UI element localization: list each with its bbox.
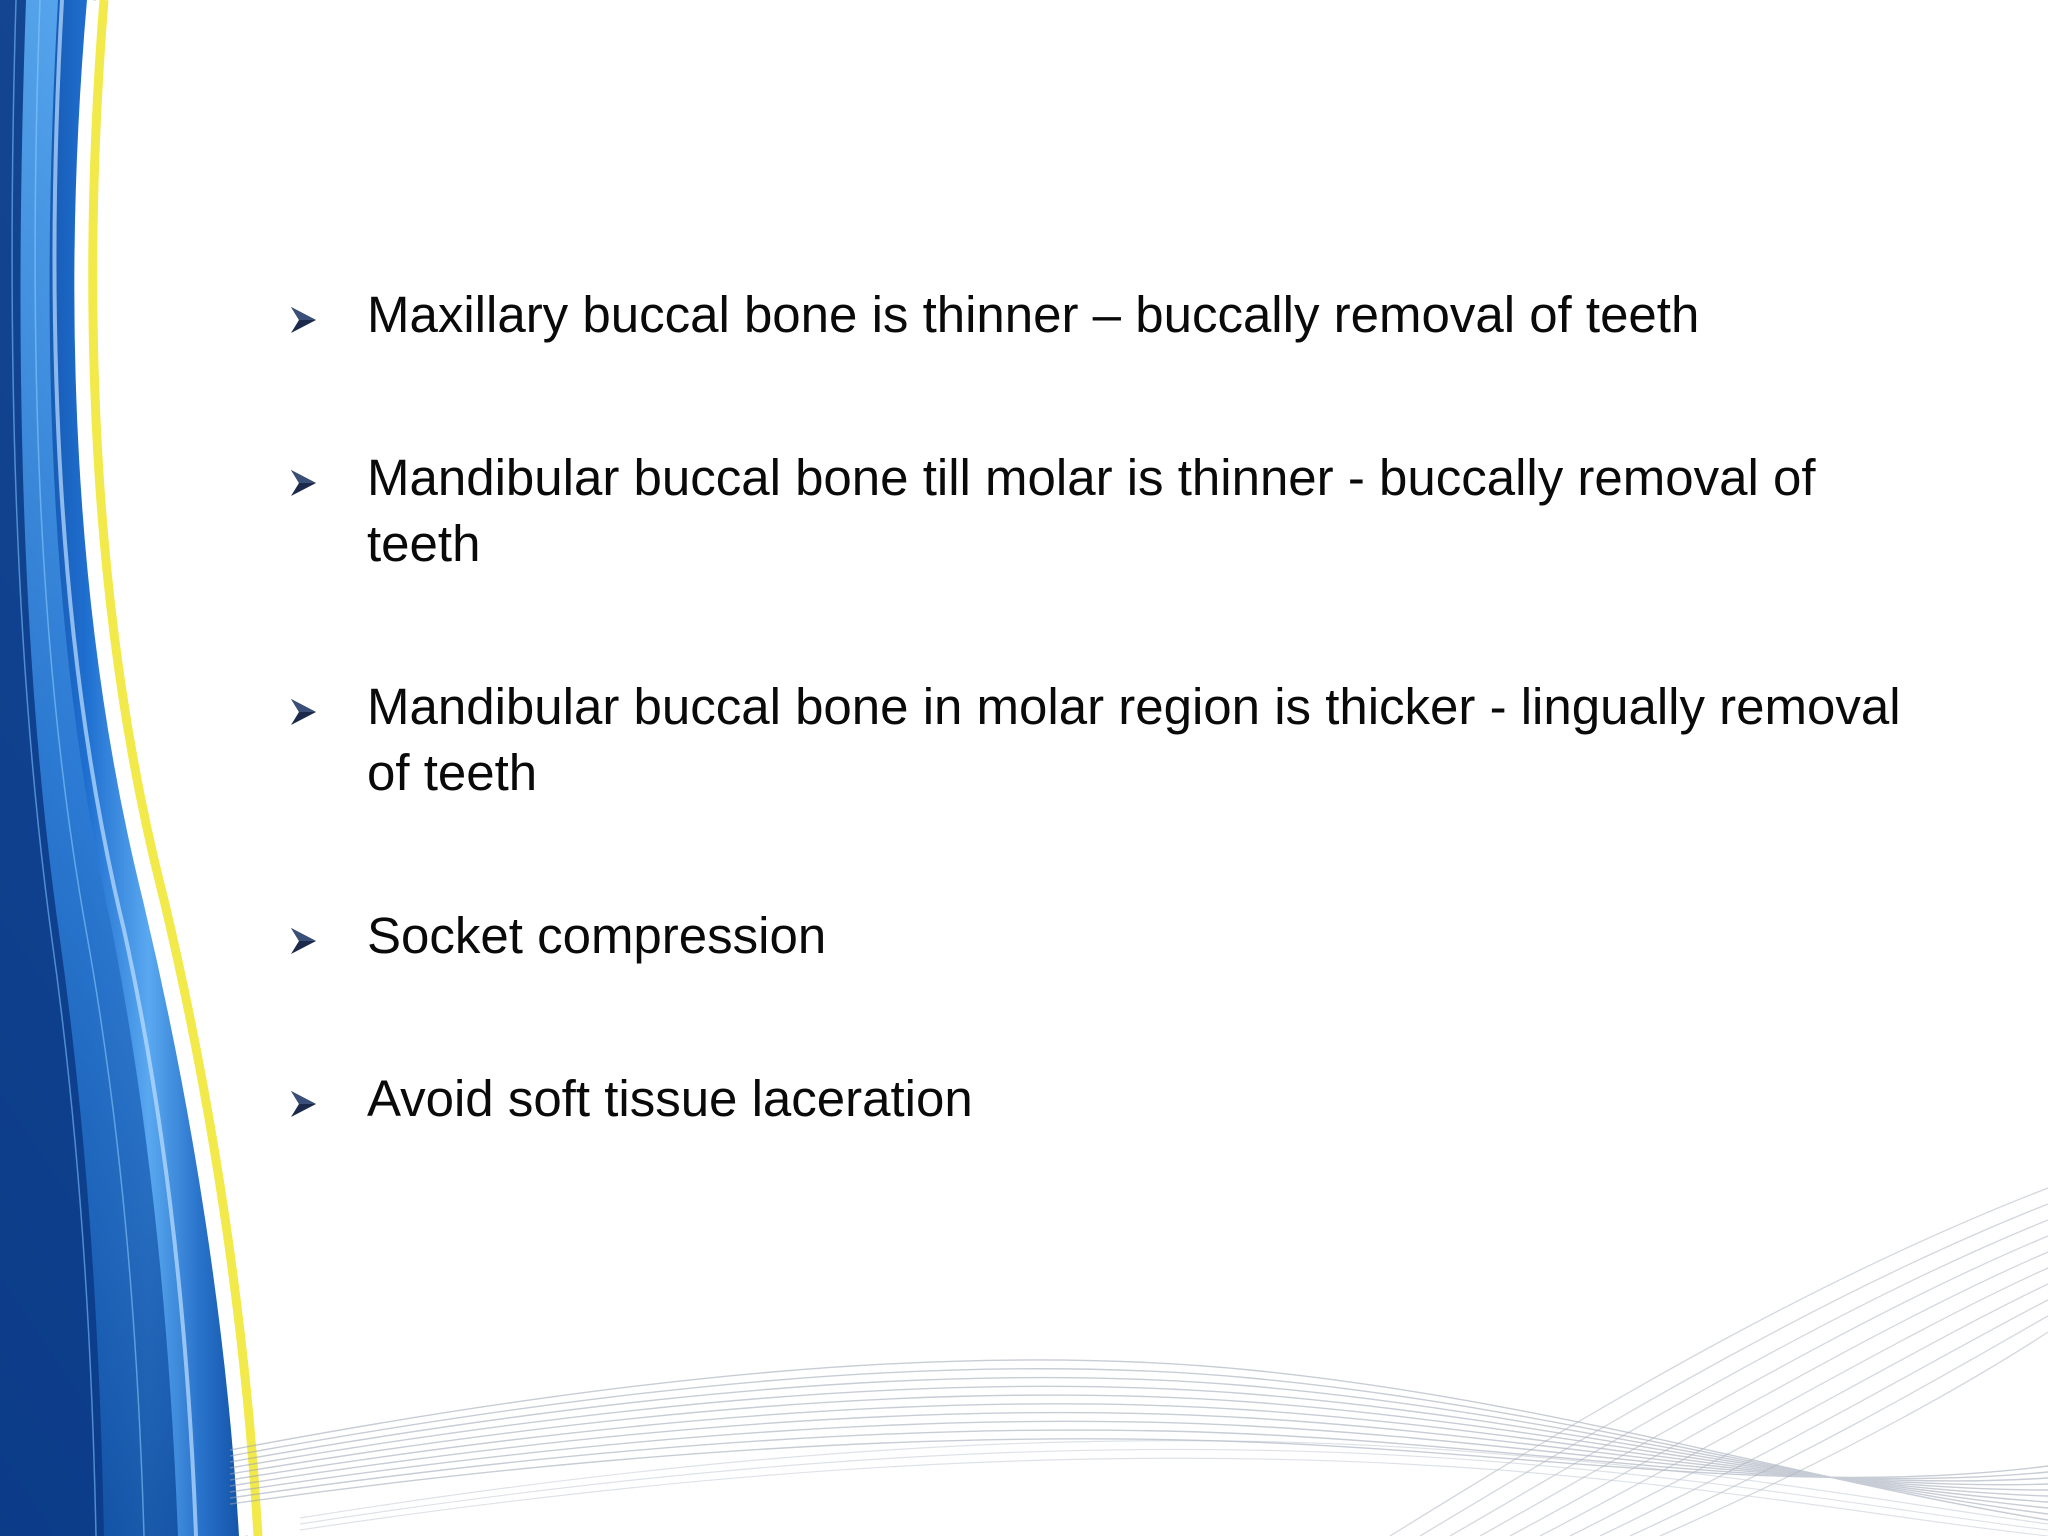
list-item [286,674,1926,806]
bullet-list [286,282,1926,1229]
list-item [286,282,1926,348]
list-item [286,445,1926,577]
arrow-bullet-icon [290,698,317,726]
arrow-bullet-icon [290,1090,317,1118]
list-item [286,1066,1926,1132]
arrow-bullet-icon [290,469,317,497]
arrow-bullet-icon [290,306,317,334]
bullet-text: Maxillary buccal bone is thinner – buccally removal of teeth [367,286,1700,343]
bullet-text: Avoid soft tissue laceration [367,1070,973,1127]
bullet-text: Mandibular buccal bone in molar region is thicker - lingually removal of teeth [367,678,1901,801]
arrow-bullet-icon [290,927,317,955]
list-item [286,903,1926,969]
bullet-text: Mandibular buccal bone till molar is thinner - buccally removal of teeth [367,449,1816,572]
bullet-text: Socket compression [367,907,827,964]
